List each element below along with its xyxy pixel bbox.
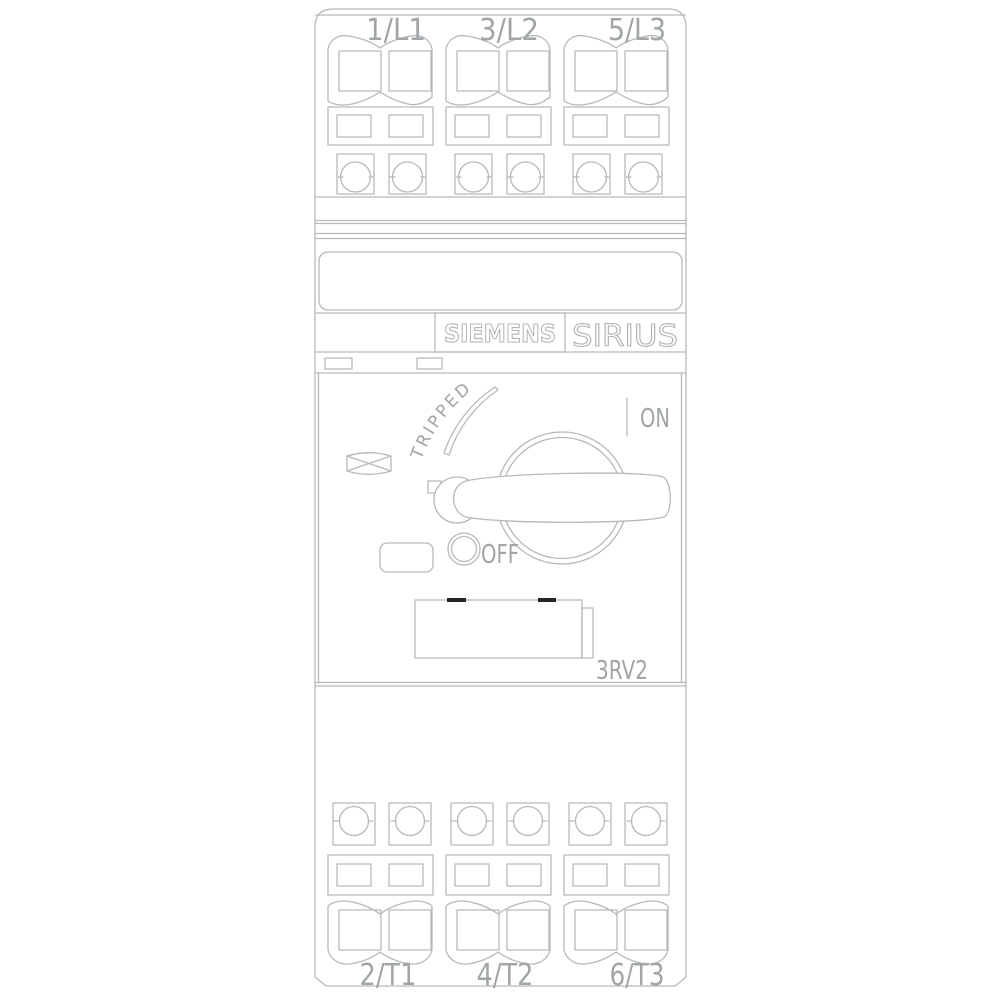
upper-divider-band xyxy=(315,221,686,224)
setting-tick-left xyxy=(447,598,466,602)
sirius-logo-text: SIRIUS xyxy=(572,319,678,354)
setting-tick-right xyxy=(538,598,556,602)
top-terminal-label-1: 1/L1 xyxy=(366,13,426,48)
tripped-label: TRIPPED xyxy=(407,377,477,463)
top-terminal-group-1 xyxy=(328,36,433,194)
bottom-terminal-group-1 xyxy=(328,803,433,964)
setting-window xyxy=(415,600,582,658)
off-position-mark-outer xyxy=(448,533,480,565)
reset-button xyxy=(380,543,433,572)
siemens-logo-text: SIEMENS xyxy=(444,319,556,348)
off-label: OFF xyxy=(481,540,519,570)
control-face xyxy=(347,378,670,686)
bottom-terminal-group-3 xyxy=(564,803,669,964)
label-plate xyxy=(319,252,682,310)
top-terminal-label-2: 3/L2 xyxy=(479,13,539,48)
accessory-slot-left xyxy=(325,358,352,369)
bottom-terminal-group-2 xyxy=(446,803,551,964)
top-terminal-group-2 xyxy=(446,36,551,194)
accessory-slot-right xyxy=(417,358,442,369)
bottom-terminal-label-3: 6/T3 xyxy=(609,958,665,993)
test-slider xyxy=(347,453,391,475)
off-position-mark-inner xyxy=(452,537,477,562)
top-terminal-group-3 xyxy=(564,36,669,194)
setting-window-tab xyxy=(582,608,593,658)
on-label: ON xyxy=(640,404,670,434)
rotary-handle-lever xyxy=(454,473,671,522)
model-label: 3RV2 xyxy=(596,656,648,686)
bottom-terminal-label-1: 2/T1 xyxy=(359,958,417,993)
top-terminal-label-3: 5/L3 xyxy=(608,13,666,48)
upper-divider-lines xyxy=(315,234,686,239)
bottom-terminal-label-2: 4/T2 xyxy=(476,958,534,993)
